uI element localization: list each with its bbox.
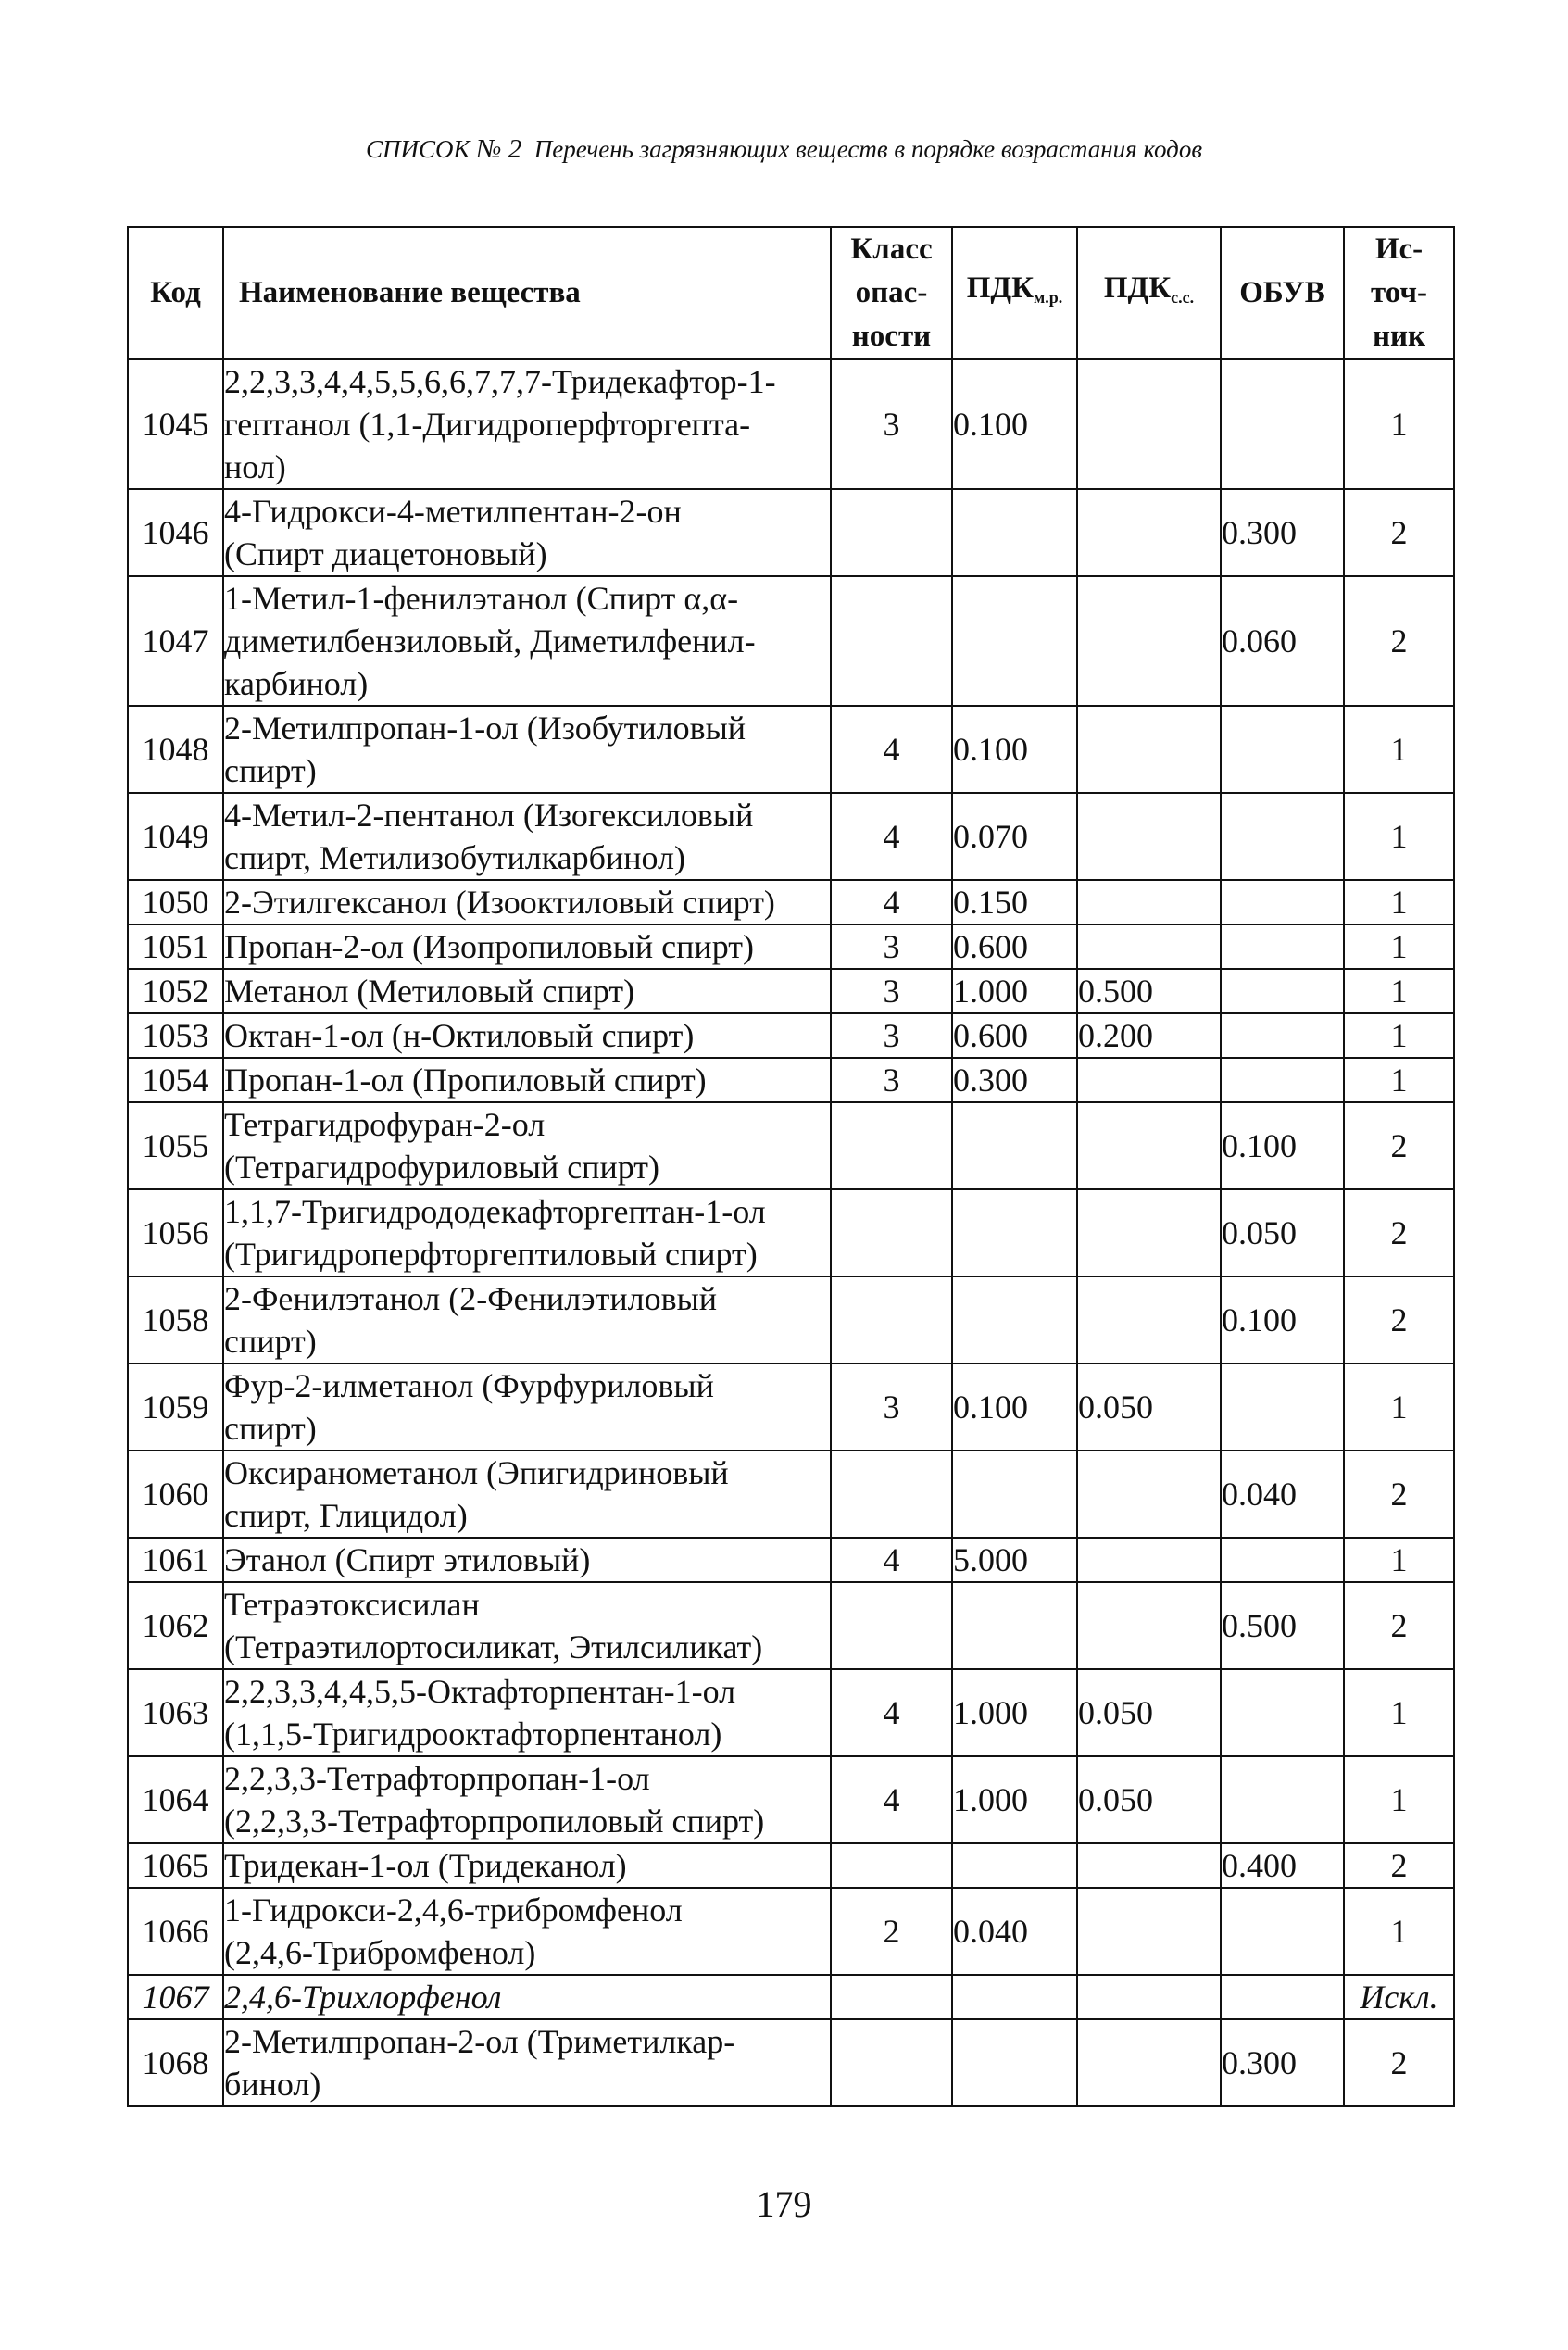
cell-name xyxy=(223,924,831,969)
cell-source: 1 xyxy=(1344,1888,1454,1975)
cell-class: 3 xyxy=(831,1013,952,1058)
cell-name-line: 2-Фенилэтанол (2-Фенилэтиловый xyxy=(224,1280,718,1317)
cell-code: 1046 xyxy=(128,489,223,576)
table-row xyxy=(128,576,1454,706)
cell-name xyxy=(223,1189,831,1276)
col-header-class: Класс опас- ности xyxy=(831,227,952,359)
cell-source: 2 xyxy=(1344,1189,1454,1276)
cell-code: 1063 xyxy=(128,1669,223,1756)
cell-source: 1 xyxy=(1344,1538,1454,1582)
col-header-source: Ис- точ- ник xyxy=(1344,227,1454,359)
table-row xyxy=(128,1538,1454,1582)
cell-source: 1 xyxy=(1344,1364,1454,1451)
table-row xyxy=(128,1102,1454,1189)
cell-pdk-ss: 0.500 xyxy=(1077,969,1221,1013)
cell-pdk-mr xyxy=(952,1843,1077,1888)
cell-source: 1 xyxy=(1344,1756,1454,1843)
cell-obuv xyxy=(1221,1888,1344,1975)
cell-pdk-ss: 0.050 xyxy=(1077,1756,1221,1843)
cell-name-line: Оксиранометанол (Эпигидриновый xyxy=(224,1454,729,1491)
cell-name-line: 2,4,6-Трихлорфенол xyxy=(224,1979,502,2016)
cell-obuv xyxy=(1221,706,1344,793)
cell-pdk-ss: 0.050 xyxy=(1077,1669,1221,1756)
cell-pdk-ss xyxy=(1077,359,1221,489)
cell-obuv: 0.500 xyxy=(1221,1582,1344,1669)
cell-name-line: Фур-2-илметанол (Фурфуриловый xyxy=(224,1367,714,1404)
cell-obuv: 0.100 xyxy=(1221,1102,1344,1189)
cell-pdk-mr xyxy=(952,2019,1077,2106)
cell-pdk-ss xyxy=(1077,1538,1221,1582)
cell-class xyxy=(831,2019,952,2106)
cell-name xyxy=(223,576,831,706)
cell-code: 1066 xyxy=(128,1888,223,1975)
cell-name xyxy=(223,1013,831,1058)
cell-name-line: гептанол (1,1-Дигидроперфторгепта- xyxy=(224,406,751,443)
table-row xyxy=(128,1189,1454,1276)
table-row xyxy=(128,1975,1454,2019)
cell-name-line: нол) xyxy=(224,448,286,485)
cell-code: 1068 xyxy=(128,2019,223,2106)
cell-name-line: 2-Метилпропан-2-ол (Триметилкар- xyxy=(224,2023,735,2060)
table-row xyxy=(128,1364,1454,1451)
cell-code: 1054 xyxy=(128,1058,223,1102)
table-row xyxy=(128,359,1454,489)
cell-pdk-mr: 1.000 xyxy=(952,1669,1077,1756)
cell-obuv: 0.060 xyxy=(1221,576,1344,706)
cell-pdk-ss xyxy=(1077,2019,1221,2106)
cell-pdk-ss xyxy=(1077,1843,1221,1888)
cell-name xyxy=(223,1975,831,2019)
cell-name-line: (Спирт диацетоновый) xyxy=(224,535,547,572)
cell-name-line: диметилбензиловый, Диметилфенил- xyxy=(224,622,756,660)
table-header-row xyxy=(128,227,1454,359)
cell-name xyxy=(223,1364,831,1451)
cell-name xyxy=(223,1669,831,1756)
cell-pdk-ss xyxy=(1077,880,1221,924)
col-header-pdk-mr: $ПДК_{м.р.}$ xyxy=(952,227,1077,359)
cell-name-line: Этанол (Спирт этиловый) xyxy=(224,1541,591,1578)
cell-class: 4 xyxy=(831,1669,952,1756)
cell-obuv xyxy=(1221,1364,1344,1451)
cell-class xyxy=(831,1102,952,1189)
cell-pdk-mr xyxy=(952,1276,1077,1364)
cell-pdk-mr: 0.600 xyxy=(952,1013,1077,1058)
cell-code: 1053 xyxy=(128,1013,223,1058)
cell-class xyxy=(831,1975,952,2019)
col-header-pdk-ss: $ПДК_{с.с.}$ xyxy=(1077,227,1221,359)
cell-obuv xyxy=(1221,880,1344,924)
cell-source: 1 xyxy=(1344,793,1454,880)
cell-name-line: 2-Метилпропан-1-ол (Изобутиловый xyxy=(224,710,746,747)
cell-name xyxy=(223,1888,831,1975)
cell-code: 1055 xyxy=(128,1102,223,1189)
table-row xyxy=(128,793,1454,880)
cell-class: 3 xyxy=(831,1058,952,1102)
cell-name xyxy=(223,1451,831,1538)
cell-name-line: Октан-1-ол (н-Октиловый спирт) xyxy=(224,1017,695,1054)
cell-name-line: бинол) xyxy=(224,2066,321,2103)
cell-source: Искл. xyxy=(1344,1975,1454,2019)
cell-name-line: (Тетрагидрофуриловый спирт) xyxy=(224,1149,659,1186)
title-text: Перечень загрязняющих веществ в порядке возрастания кодов xyxy=(533,135,1203,163)
cell-class xyxy=(831,576,952,706)
cell-source: 1 xyxy=(1344,924,1454,969)
cell-class xyxy=(831,1189,952,1276)
cell-class xyxy=(831,1582,952,1669)
cell-name-line: Метанол (Метиловый спирт) xyxy=(224,973,635,1010)
table-row xyxy=(128,1756,1454,1843)
cell-name xyxy=(223,1058,831,1102)
cell-name-line: Тетрагидрофуран-2-ол xyxy=(224,1106,546,1143)
cell-pdk-mr: 5.000 xyxy=(952,1538,1077,1582)
cell-name-line: (Тригидроперфторгептиловый спирт) xyxy=(224,1236,758,1273)
cell-code: 1056 xyxy=(128,1189,223,1276)
cell-source: 2 xyxy=(1344,2019,1454,2106)
cell-source: 1 xyxy=(1344,969,1454,1013)
cell-code: 1048 xyxy=(128,706,223,793)
cell-pdk-mr: 0.070 xyxy=(952,793,1077,880)
cell-pdk-mr: 0.300 xyxy=(952,1058,1077,1102)
col-header-obuv: ОБУВ xyxy=(1221,227,1344,359)
cell-code: 1049 xyxy=(128,793,223,880)
cell-code: 1061 xyxy=(128,1538,223,1582)
cell-code: 1060 xyxy=(128,1451,223,1538)
table-row xyxy=(128,489,1454,576)
cell-obuv: 0.040 xyxy=(1221,1451,1344,1538)
cell-name-line: карбинол) xyxy=(224,665,369,702)
table-row xyxy=(128,1013,1454,1058)
cell-obuv xyxy=(1221,969,1344,1013)
cell-obuv xyxy=(1221,1058,1344,1102)
cell-name-line: 2,2,3,3,4,4,5,5,6,6,7,7,7-Тридекафтор-1- xyxy=(224,363,776,400)
cell-code: 1052 xyxy=(128,969,223,1013)
table-row xyxy=(128,2019,1454,2106)
cell-name xyxy=(223,880,831,924)
cell-class: 4 xyxy=(831,880,952,924)
cell-pdk-ss: 0.200 xyxy=(1077,1013,1221,1058)
cell-class: 4 xyxy=(831,793,952,880)
cell-source: 2 xyxy=(1344,576,1454,706)
cell-pdk-mr: 1.000 xyxy=(952,969,1077,1013)
cell-pdk-ss xyxy=(1077,793,1221,880)
cell-obuv: 0.400 xyxy=(1221,1843,1344,1888)
cell-name-line: спирт, Глицидол) xyxy=(224,1497,468,1534)
cell-pdk-ss xyxy=(1077,1058,1221,1102)
cell-source: 1 xyxy=(1344,1013,1454,1058)
cell-source: 1 xyxy=(1344,706,1454,793)
table-row xyxy=(128,1843,1454,1888)
cell-pdk-mr xyxy=(952,576,1077,706)
table-row xyxy=(128,1451,1454,1538)
table-body xyxy=(128,359,1454,2106)
cell-obuv xyxy=(1221,359,1344,489)
cell-name-line: 4-Гидрокси-4-метилпентан-2-он xyxy=(224,493,682,530)
cell-class: 3 xyxy=(831,359,952,489)
cell-name-line: 2-Этилгексанол (Изооктиловый спирт) xyxy=(224,884,775,921)
cell-class: 2 xyxy=(831,1888,952,1975)
cell-source: 2 xyxy=(1344,1451,1454,1538)
cell-obuv: 0.300 xyxy=(1221,2019,1344,2106)
cell-pdk-ss xyxy=(1077,1582,1221,1669)
cell-class: 4 xyxy=(831,1538,952,1582)
cell-name-line: 4-Метил-2-пентанол (Изогексиловый xyxy=(224,797,754,834)
cell-source: 2 xyxy=(1344,489,1454,576)
cell-name xyxy=(223,706,831,793)
cell-pdk-ss xyxy=(1077,1975,1221,2019)
cell-pdk-mr: 0.150 xyxy=(952,880,1077,924)
cell-obuv: 0.100 xyxy=(1221,1276,1344,1364)
cell-name xyxy=(223,793,831,880)
cell-name xyxy=(223,1276,831,1364)
cell-pdk-mr xyxy=(952,1451,1077,1538)
cell-obuv: 0.300 xyxy=(1221,489,1344,576)
cell-pdk-ss xyxy=(1077,1451,1221,1538)
cell-name-line: Пропан-2-ол (Изопропиловый спирт) xyxy=(224,928,754,965)
table-row xyxy=(128,1888,1454,1975)
cell-name xyxy=(223,1538,831,1582)
col-header-code: Код xyxy=(128,227,223,359)
table-row xyxy=(128,706,1454,793)
cell-code: 1067 xyxy=(128,1975,223,2019)
cell-code: 1059 xyxy=(128,1364,223,1451)
cell-pdk-ss xyxy=(1077,924,1221,969)
cell-pdk-ss xyxy=(1077,576,1221,706)
cell-class: 4 xyxy=(831,706,952,793)
cell-name xyxy=(223,359,831,489)
cell-obuv xyxy=(1221,1538,1344,1582)
col-header-name: Наименование вещества xyxy=(223,227,831,359)
cell-name-line: спирт) xyxy=(224,1410,317,1447)
cell-pdk-mr xyxy=(952,489,1077,576)
cell-obuv xyxy=(1221,924,1344,969)
page-title xyxy=(0,135,1568,163)
cell-name-line: Тетраэтоксисилан xyxy=(224,1586,480,1623)
cell-pdk-mr: 0.040 xyxy=(952,1888,1077,1975)
cell-pdk-ss xyxy=(1077,706,1221,793)
cell-pdk-mr: 0.100 xyxy=(952,359,1077,489)
cell-name-line: 1,1,7-Тригидрододекафторгептан-1-ол xyxy=(224,1193,766,1230)
cell-pdk-mr xyxy=(952,1582,1077,1669)
cell-name xyxy=(223,1756,831,1843)
cell-class: 3 xyxy=(831,924,952,969)
cell-pdk-mr: 1.000 xyxy=(952,1756,1077,1843)
cell-name-line: Тридекан-1-ол (Тридеканол) xyxy=(224,1847,627,1884)
cell-name xyxy=(223,489,831,576)
cell-code: 1058 xyxy=(128,1276,223,1364)
cell-name-line: 1-Метил-1-фенилэтанол (Спирт α,α- xyxy=(224,580,739,617)
cell-source: 1 xyxy=(1344,1058,1454,1102)
page-number: 179 xyxy=(756,2183,812,2225)
cell-name-line: (2,2,3,3-Тетрафторпропиловый спирт) xyxy=(224,1803,765,1840)
cell-source: 1 xyxy=(1344,1669,1454,1756)
substances-table xyxy=(127,226,1455,2107)
cell-obuv xyxy=(1221,1669,1344,1756)
cell-obuv xyxy=(1221,1975,1344,2019)
cell-source: 2 xyxy=(1344,1582,1454,1669)
cell-pdk-ss xyxy=(1077,1276,1221,1364)
cell-name-line: Пропан-1-ол (Пропиловый спирт) xyxy=(224,1062,707,1099)
cell-name-line: спирт, Метилизобутилкарбинол) xyxy=(224,839,685,876)
cell-class xyxy=(831,1276,952,1364)
cell-pdk-ss xyxy=(1077,1189,1221,1276)
cell-name xyxy=(223,1843,831,1888)
table-row xyxy=(128,924,1454,969)
cell-obuv xyxy=(1221,1756,1344,1843)
table-row xyxy=(128,880,1454,924)
cell-pdk-mr: 0.100 xyxy=(952,1364,1077,1451)
cell-pdk-mr xyxy=(952,1102,1077,1189)
cell-source: 2 xyxy=(1344,1843,1454,1888)
cell-class xyxy=(831,489,952,576)
cell-source: 2 xyxy=(1344,1276,1454,1364)
cell-name-line: (1,1,5-Тригидрооктафторпентанол) xyxy=(224,1715,722,1753)
cell-class: 4 xyxy=(831,1756,952,1843)
table-row xyxy=(128,969,1454,1013)
cell-name-line: (Тетраэтилортосиликат, Этилсиликат) xyxy=(224,1628,763,1665)
cell-obuv xyxy=(1221,1013,1344,1058)
cell-code: 1047 xyxy=(128,576,223,706)
cell-class: 3 xyxy=(831,969,952,1013)
cell-name xyxy=(223,1102,831,1189)
cell-pdk-ss xyxy=(1077,1102,1221,1189)
cell-pdk-ss xyxy=(1077,1888,1221,1975)
cell-pdk-ss: 0.050 xyxy=(1077,1364,1221,1451)
cell-name xyxy=(223,2019,831,2106)
cell-name xyxy=(223,1582,831,1669)
cell-class xyxy=(831,1843,952,1888)
cell-pdk-mr: 0.100 xyxy=(952,706,1077,793)
cell-class xyxy=(831,1451,952,1538)
cell-source: 1 xyxy=(1344,359,1454,489)
cell-code: 1065 xyxy=(128,1843,223,1888)
cell-name-line: 2,2,3,3-Тетрафторпропан-1-ол xyxy=(224,1760,650,1797)
table-row xyxy=(128,1058,1454,1102)
cell-code: 1064 xyxy=(128,1756,223,1843)
table-row xyxy=(128,1669,1454,1756)
cell-code: 1062 xyxy=(128,1582,223,1669)
cell-pdk-ss xyxy=(1077,489,1221,576)
cell-name-line: спирт) xyxy=(224,752,317,789)
cell-name-line: 1-Гидрокси-2,4,6-трибромфенол xyxy=(224,1891,683,1929)
cell-name xyxy=(223,969,831,1013)
cell-code: 1050 xyxy=(128,880,223,924)
title-number: № 2 xyxy=(476,134,522,164)
cell-pdk-mr xyxy=(952,1975,1077,2019)
table-row xyxy=(128,1582,1454,1669)
cell-name-line: 2,2,3,3,4,4,5,5-Октафторпентан-1-ол xyxy=(224,1673,736,1710)
cell-source: 1 xyxy=(1344,880,1454,924)
cell-name-line: спирт) xyxy=(224,1323,317,1360)
cell-obuv xyxy=(1221,793,1344,880)
cell-code: 1045 xyxy=(128,359,223,489)
cell-pdk-mr: 0.600 xyxy=(952,924,1077,969)
cell-pdk-mr xyxy=(952,1189,1077,1276)
cell-code: 1051 xyxy=(128,924,223,969)
cell-name-line: (2,4,6-Трибромфенол) xyxy=(224,1934,536,1971)
table-row xyxy=(128,1276,1454,1364)
cell-class: 3 xyxy=(831,1364,952,1451)
cell-obuv: 0.050 xyxy=(1221,1189,1344,1276)
title-prefix: СПИСОК xyxy=(365,135,470,163)
cell-source: 2 xyxy=(1344,1102,1454,1189)
